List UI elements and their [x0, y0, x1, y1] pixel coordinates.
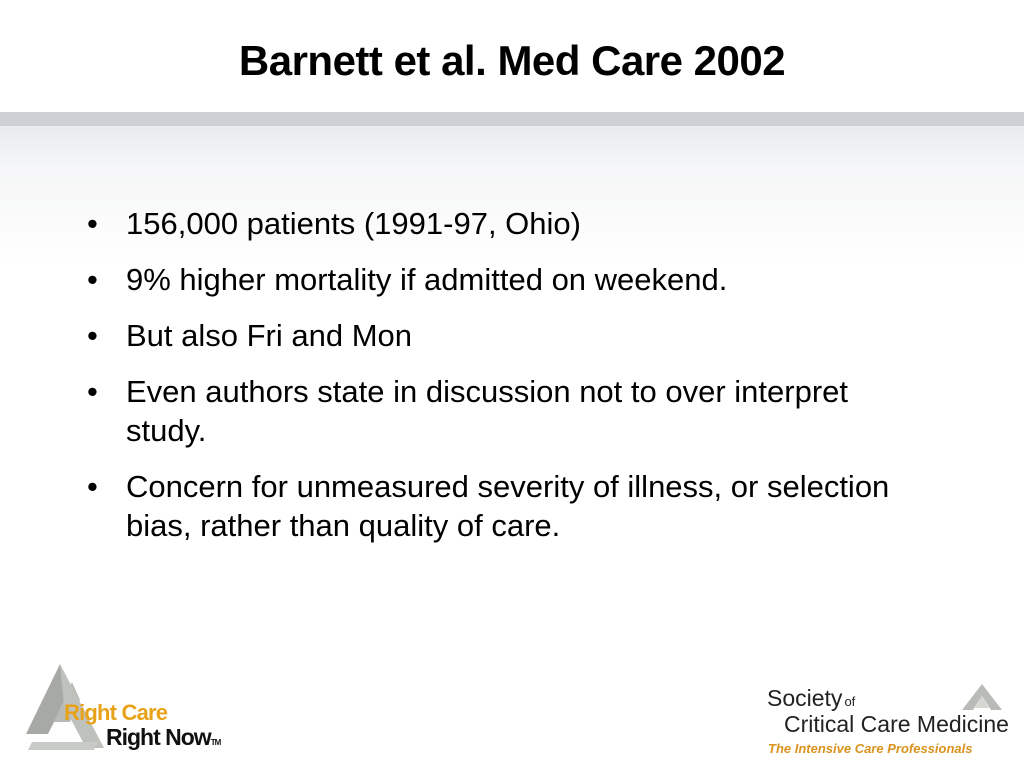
sccm-logo: [760, 680, 1015, 760]
bullet-text: 9% higher mortality if admitted on weekend.: [126, 262, 728, 297]
sccm-society-word: Society: [767, 685, 843, 711]
sccm-society-text: [767, 685, 855, 712]
title-bar: [0, 0, 1024, 112]
bullet-item: [83, 204, 923, 243]
sccm-tagline: The Intensive Care Professionals: [768, 741, 973, 756]
right-now-text: [106, 724, 220, 751]
bullet-item: [83, 316, 923, 355]
bullet-text: Concern for unmeasured severity of illness, or selection bias, rather than quality of care.: [126, 469, 890, 543]
sccm-name-text: Critical Care Medicine: [784, 711, 1009, 737]
bullet-item: [83, 260, 923, 299]
title-divider: [0, 112, 1024, 126]
bullet-marker: •: [87, 469, 98, 504]
bullet-marker: •: [87, 374, 98, 409]
sccm-of-word: of: [844, 694, 856, 709]
bullet-item: [83, 372, 923, 450]
bullet-list: [83, 204, 923, 562]
right-care-text: Right Care: [64, 700, 168, 725]
right-now-label: Right Now: [106, 724, 211, 750]
bullet-text: 156,000 patients (1991-97, Ohio): [126, 206, 581, 241]
bullet-marker: •: [87, 206, 98, 241]
right-care-right-now-logo: [20, 660, 230, 756]
sccm-triangle-icon: [960, 682, 1004, 712]
bullet-item: [83, 467, 923, 545]
trademark-mark: TM: [210, 738, 221, 747]
bullet-marker: •: [87, 262, 98, 297]
bullet-marker: •: [87, 318, 98, 353]
bullet-text: Even authors state in discussion not to over interpret study.: [126, 374, 849, 448]
bullet-text: But also Fri and Mon: [126, 318, 413, 353]
slide-title: Barnett et al. Med Care 2002: [238, 37, 786, 84]
